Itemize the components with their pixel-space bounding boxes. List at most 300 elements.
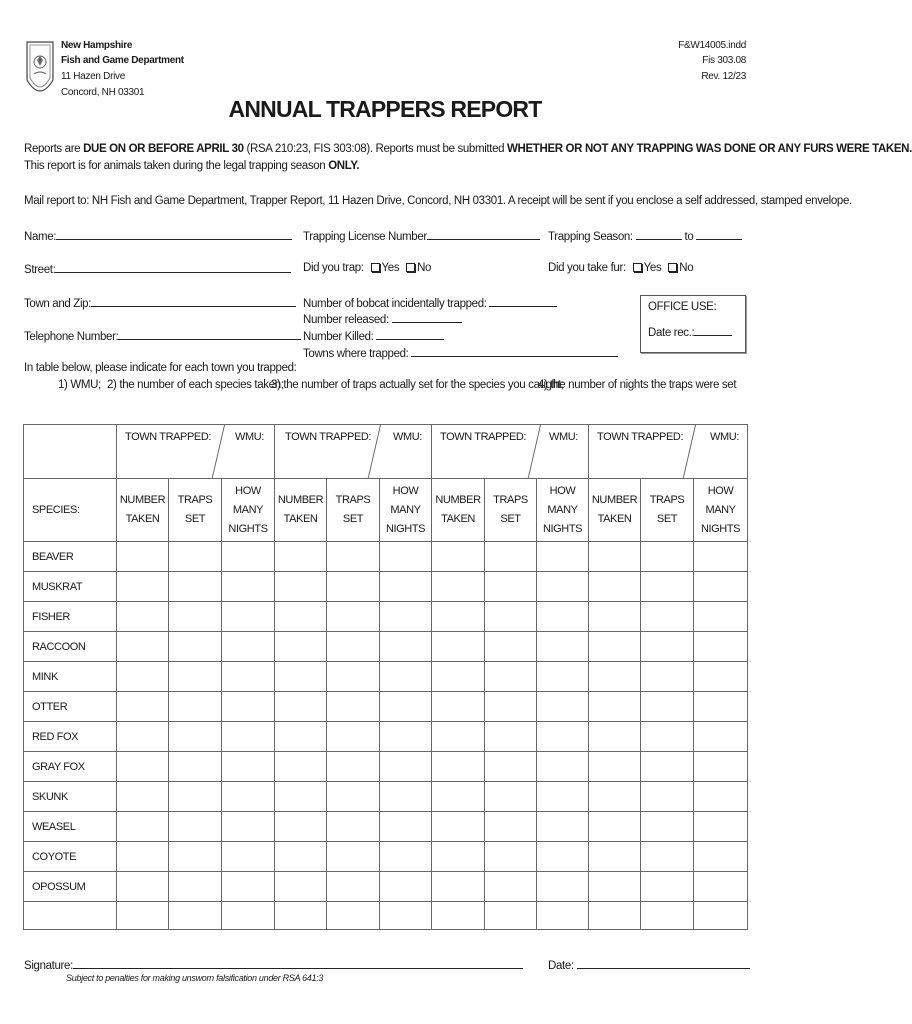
header-line: SET [342, 513, 364, 525]
entry-cell[interactable] [641, 842, 694, 872]
species-row [24, 542, 748, 572]
entry-cell[interactable] [694, 602, 748, 632]
entry-cell[interactable] [275, 782, 327, 812]
season-start-line[interactable] [636, 229, 682, 240]
entry-cell[interactable] [485, 662, 537, 692]
name-field[interactable] [24, 229, 292, 243]
entry-cell[interactable] [641, 632, 694, 662]
entry-cell[interactable] [694, 782, 748, 812]
telephone-input-line[interactable] [118, 329, 301, 340]
entry-cell[interactable] [275, 722, 327, 752]
entry-cell[interactable] [275, 812, 327, 842]
header-line: NIGHTS [228, 522, 268, 535]
species-header [24, 479, 117, 542]
entry-cell[interactable] [537, 812, 589, 842]
header-line: HOW MANY [390, 484, 421, 516]
entry-cell[interactable] [432, 752, 485, 782]
header-line: TAKEN [125, 513, 160, 525]
entry-cell[interactable] [327, 692, 380, 722]
entry-cell[interactable] [327, 662, 380, 692]
entry-cell[interactable] [694, 692, 748, 722]
entry-cell[interactable] [275, 572, 327, 602]
town-wmu-cell[interactable] [117, 425, 275, 479]
entry-cell[interactable] [641, 752, 694, 782]
entry-cell[interactable] [169, 692, 222, 722]
entry-cell[interactable] [169, 542, 222, 572]
bobcat-trapped-label: Number of bobcat incidentally trapped: [303, 298, 487, 310]
entry-cell[interactable] [485, 782, 537, 812]
entry-cell[interactable] [432, 602, 485, 632]
entry-cell[interactable] [641, 782, 694, 812]
entry-cell[interactable] [222, 662, 275, 692]
entry-cell[interactable] [589, 692, 641, 722]
entry-cell[interactable] [275, 902, 327, 930]
traps-set-header [327, 479, 380, 542]
did-take-fur-field [548, 262, 693, 274]
entry-cell[interactable] [641, 572, 694, 602]
entry-cell[interactable] [169, 632, 222, 662]
season-to-label: to [684, 231, 694, 243]
take-fur-yes-checkbox-icon[interactable] [633, 263, 642, 272]
header-line: NIGHTS [385, 522, 426, 535]
entry-cell[interactable] [589, 602, 641, 632]
season-label: Trapping Season: [548, 231, 633, 243]
entry-cell[interactable] [380, 542, 432, 572]
entry-cell[interactable] [537, 602, 589, 632]
entry-cell[interactable] [169, 812, 222, 842]
instruction-item-4: 4) the number of nights the traps were set [538, 379, 737, 391]
entry-cell[interactable] [432, 692, 485, 722]
town-trapped-label: TOWN TRAPPED: [597, 431, 684, 443]
entry-cell[interactable] [169, 722, 222, 752]
entry-cell[interactable] [327, 782, 380, 812]
entry-cell[interactable] [275, 872, 327, 902]
bobcat-released-label: Number released: [303, 314, 389, 326]
entry-cell[interactable] [432, 572, 485, 602]
did-take-fur-label: Did you take fur: [548, 262, 626, 274]
entry-cell[interactable] [117, 542, 169, 572]
species-name-cell: OPOSSUM [24, 872, 117, 902]
entry-cell[interactable] [380, 632, 432, 662]
entry-cell[interactable] [537, 632, 589, 662]
entry-cell[interactable] [275, 752, 327, 782]
header-line: TRAPS [493, 494, 528, 506]
agency-name-line2: Fish and Game Department [61, 55, 184, 66]
entry-cell[interactable] [589, 722, 641, 752]
entry-cell[interactable] [589, 782, 641, 812]
entry-cell[interactable] [117, 812, 169, 842]
species-row [24, 602, 748, 632]
entry-cell[interactable] [117, 782, 169, 812]
header-line: TRAPS [177, 494, 213, 506]
intro-paragraph-1 [24, 143, 912, 155]
entry-cell[interactable] [589, 842, 641, 872]
entry-cell[interactable] [589, 572, 641, 602]
season-field[interactable] [548, 229, 742, 243]
header-line: NUMBER [591, 494, 638, 506]
entry-cell[interactable] [275, 662, 327, 692]
bobcat-killed-field[interactable] [303, 329, 444, 343]
entry-cell[interactable] [694, 632, 748, 662]
species-name-cell: MUSKRAT [24, 572, 117, 602]
entry-cell[interactable] [117, 902, 169, 930]
species-row [24, 842, 748, 872]
entry-cell[interactable] [694, 662, 748, 692]
page-title: ANNUAL TRAPPERS REPORT [228, 96, 542, 122]
header-line: NIGHTS [700, 522, 741, 535]
number-taken-header [117, 479, 169, 542]
date-label: Date: [548, 960, 574, 972]
town-wmu-divider [683, 425, 696, 479]
bobcat-killed-label: Number Killed: [303, 331, 374, 343]
license-field[interactable] [303, 229, 540, 243]
species-name-cell: SKUNK [24, 782, 117, 812]
entry-cell[interactable] [275, 842, 327, 872]
town-zip-label: Town and Zip: [24, 298, 92, 310]
entry-cell[interactable] [537, 662, 589, 692]
traps-set-header [641, 479, 694, 542]
entry-cell[interactable] [327, 722, 380, 752]
entry-cell[interactable] [641, 722, 694, 752]
entry-cell[interactable] [537, 572, 589, 602]
form-file-id: F&W14005.indd [678, 40, 746, 51]
entry-cell[interactable] [537, 542, 589, 572]
entry-cell[interactable] [694, 872, 748, 902]
entry-cell[interactable] [117, 602, 169, 632]
header-line: NUMBER [119, 494, 166, 506]
bobcat-trapped-field[interactable] [303, 296, 557, 310]
header-line: NUMBER [277, 494, 324, 506]
entry-cell[interactable] [327, 752, 380, 782]
entry-cell[interactable] [117, 872, 169, 902]
town-wmu-divider [528, 425, 541, 479]
entry-cell[interactable] [694, 812, 748, 842]
signature-line[interactable] [73, 958, 523, 969]
traps-set-header [485, 479, 537, 542]
entry-cell[interactable] [537, 842, 589, 872]
bobcat-towns-field[interactable] [303, 346, 618, 360]
entry-cell[interactable] [485, 692, 537, 722]
species-name-cell: FISHER [24, 602, 117, 632]
entry-cell[interactable] [222, 572, 275, 602]
entry-cell[interactable] [380, 752, 432, 782]
entry-cell[interactable] [537, 752, 589, 782]
entry-cell[interactable] [589, 752, 641, 782]
entry-cell[interactable] [117, 572, 169, 602]
number-taken-header [275, 479, 327, 542]
header-line: SET [500, 513, 521, 525]
entry-cell[interactable] [380, 782, 432, 812]
trapping-table [23, 424, 748, 930]
entry-cell[interactable] [694, 752, 748, 782]
entry-cell[interactable] [432, 902, 485, 930]
entry-cell[interactable] [589, 902, 641, 930]
entry-cell[interactable] [694, 542, 748, 572]
entry-cell[interactable] [432, 632, 485, 662]
entry-cell[interactable] [694, 902, 748, 930]
header-line: HOW MANY [705, 484, 736, 516]
species-name-cell: BEAVER [24, 542, 117, 572]
season-end-line[interactable] [696, 229, 742, 240]
entry-cell[interactable] [222, 902, 275, 930]
entry-cell[interactable] [222, 842, 275, 872]
entry-cell[interactable] [117, 692, 169, 722]
entry-cell[interactable] [380, 722, 432, 752]
entry-cell[interactable] [327, 842, 380, 872]
entry-cell[interactable] [485, 872, 537, 902]
wmu-label: WMU: [549, 431, 578, 443]
entry-cell[interactable] [485, 842, 537, 872]
intro-text: This report is for animals taken during the legal trapping season [24, 160, 329, 172]
entry-cell[interactable] [380, 812, 432, 842]
instruction-item-2: 2) the number of each species taken; [107, 379, 284, 391]
town-zip-input-line[interactable] [91, 296, 296, 307]
form-revision: Rev. 12/23 [701, 71, 746, 82]
town-wmu-cell[interactable] [589, 425, 748, 479]
telephone-field[interactable] [24, 329, 301, 343]
species-row [24, 782, 748, 812]
entry-cell[interactable] [169, 752, 222, 782]
entry-cell[interactable] [169, 662, 222, 692]
entry-cell[interactable] [380, 842, 432, 872]
entry-cell[interactable] [485, 632, 537, 662]
entry-cell[interactable] [169, 572, 222, 602]
penalty-note: Subject to penalties for making unsworn falsification under RSA 641:3 [66, 973, 324, 983]
species-row [24, 902, 748, 930]
entry-cell[interactable] [117, 752, 169, 782]
season-only-text: ONLY. [328, 160, 360, 172]
entry-cell[interactable] [222, 542, 275, 572]
entry-cell[interactable] [380, 662, 432, 692]
agency-address-line2: Concord, NH 03301 [61, 87, 145, 98]
agency-address-line1: 11 Hazen Drive [61, 71, 125, 82]
town-header-row [24, 425, 748, 479]
did-trap-yes-checkbox-icon[interactable] [371, 263, 380, 272]
bobcat-killed-line[interactable] [376, 329, 444, 340]
species-name-cell: RACCOON [24, 632, 117, 662]
entry-cell[interactable] [589, 812, 641, 842]
entry-cell[interactable] [641, 872, 694, 902]
entry-cell[interactable] [641, 662, 694, 692]
entry-cell[interactable] [275, 632, 327, 662]
entry-cell[interactable] [169, 872, 222, 902]
bobcat-released-line[interactable] [392, 312, 462, 323]
entry-cell[interactable] [169, 602, 222, 632]
entry-cell[interactable] [169, 902, 222, 930]
entry-cell[interactable] [222, 872, 275, 902]
entry-cell[interactable] [275, 542, 327, 572]
column-header-row [24, 479, 748, 542]
traps-set-header [169, 479, 222, 542]
street-label: Street: [24, 264, 56, 276]
office-use-box [640, 295, 746, 353]
entry-cell[interactable] [222, 692, 275, 722]
entry-cell[interactable] [380, 602, 432, 632]
header-line: TAKEN [441, 513, 475, 525]
entry-cell[interactable] [432, 812, 485, 842]
entry-cell[interactable] [589, 872, 641, 902]
entry-cell[interactable] [589, 662, 641, 692]
entry-cell[interactable] [380, 872, 432, 902]
nights-header [694, 479, 748, 542]
entry-cell[interactable] [432, 722, 485, 752]
no-label: No [417, 262, 432, 274]
table-instructions: In table below, please indicate for each town you trapped: [24, 362, 297, 374]
species-row [24, 692, 748, 722]
entry-cell[interactable] [641, 692, 694, 722]
town-wmu-cell[interactable] [275, 425, 432, 479]
street-input-line[interactable] [55, 262, 291, 273]
entry-cell[interactable] [117, 842, 169, 872]
entry-cell[interactable] [537, 722, 589, 752]
entry-cell[interactable] [327, 602, 380, 632]
entry-cell[interactable] [380, 692, 432, 722]
entry-cell[interactable] [485, 572, 537, 602]
header-line: SET [184, 513, 206, 525]
telephone-label: Telephone Number: [24, 331, 119, 343]
entry-cell[interactable] [432, 542, 485, 572]
form-rule-id: Fis 303.08 [702, 55, 746, 66]
nights-header [537, 479, 589, 542]
entry-cell[interactable] [169, 842, 222, 872]
entry-cell[interactable] [485, 812, 537, 842]
entry-cell[interactable] [641, 542, 694, 572]
name-input-line[interactable] [56, 229, 292, 240]
town-wmu-cell[interactable] [432, 425, 589, 479]
did-trap-label: Did you trap: [303, 262, 364, 274]
signature-field[interactable] [24, 958, 523, 972]
entry-cell[interactable] [222, 602, 275, 632]
wmu-label: WMU: [393, 431, 422, 443]
entry-cell[interactable] [275, 602, 327, 632]
bobcat-trapped-line[interactable] [489, 296, 557, 307]
entry-cell[interactable] [327, 572, 380, 602]
entry-cell[interactable] [222, 752, 275, 782]
entry-cell[interactable] [694, 842, 748, 872]
did-trap-no-checkbox-icon[interactable] [406, 263, 415, 272]
entry-cell[interactable] [117, 662, 169, 692]
town-trapped-label: TOWN TRAPPED: [285, 431, 372, 443]
header-line: TAKEN [283, 513, 318, 525]
town-wmu-divider [212, 425, 225, 479]
entry-cell[interactable] [327, 632, 380, 662]
entry-cell[interactable] [117, 722, 169, 752]
species-header-label: SPECIES: [32, 503, 80, 516]
entry-cell[interactable] [694, 722, 748, 752]
entry-cell[interactable] [641, 812, 694, 842]
entry-cell[interactable] [485, 722, 537, 752]
species-rows [24, 542, 748, 930]
entry-cell[interactable] [275, 692, 327, 722]
office-use-title: OFFICE USE: [648, 301, 717, 313]
entry-cell[interactable] [327, 902, 380, 930]
entry-cell[interactable] [485, 902, 537, 930]
species-row [24, 722, 748, 752]
street-field[interactable] [24, 262, 291, 276]
header-line: TRAPS [649, 494, 685, 506]
nights-header [380, 479, 432, 542]
did-trap-field [303, 262, 431, 274]
entry-cell[interactable] [222, 812, 275, 842]
species-name-cell: OTTER [24, 692, 117, 722]
entry-cell[interactable] [222, 722, 275, 752]
header-line: TAKEN [597, 513, 632, 525]
date-received-field [648, 325, 738, 339]
species-row [24, 872, 748, 902]
entry-cell[interactable] [327, 812, 380, 842]
date-line[interactable] [577, 958, 750, 969]
yes-label: Yes [643, 262, 662, 274]
town-trapped-label: TOWN TRAPPED: [440, 431, 527, 443]
entry-cell[interactable] [537, 872, 589, 902]
header-line: TRAPS [335, 494, 371, 506]
bobcat-towns-line[interactable] [411, 346, 618, 357]
entry-cell[interactable] [641, 602, 694, 632]
entry-cell[interactable] [327, 542, 380, 572]
header-line: NUMBER [435, 494, 481, 506]
corner-cell [24, 425, 117, 479]
bobcat-towns-label: Towns where trapped: [303, 348, 409, 360]
name-label: Name: [24, 231, 57, 243]
species-row [24, 752, 748, 782]
bobcat-released-field[interactable] [303, 312, 462, 326]
due-date-text: DUE ON OR BEFORE APRIL 30 [83, 143, 244, 155]
entry-cell[interactable] [432, 662, 485, 692]
town-zip-field[interactable] [24, 296, 296, 310]
entry-cell[interactable] [432, 872, 485, 902]
number-taken-header [589, 479, 641, 542]
header-line: HOW MANY [232, 484, 264, 516]
intro-paragraph-2 [24, 160, 359, 172]
entry-cell[interactable] [169, 782, 222, 812]
entry-cell[interactable] [222, 782, 275, 812]
nh-fish-and-game-seal-icon [25, 40, 55, 104]
entry-cell[interactable] [485, 602, 537, 632]
mail-instructions: Mail report to: NH Fish and Game Department, Trapper Report, 11 Hazen Drive, Concord, NH 03301. A receipt will be sent if you enclose a self addressed, stamped envelope. [24, 195, 852, 207]
species-row [24, 662, 748, 692]
entry-cell[interactable] [694, 572, 748, 602]
header-line: NIGHTS [542, 522, 583, 535]
entry-cell[interactable] [222, 632, 275, 662]
entry-cell[interactable] [537, 902, 589, 930]
entry-cell[interactable] [485, 752, 537, 782]
date-field[interactable] [548, 958, 750, 972]
entry-cell[interactable] [537, 692, 589, 722]
entry-cell[interactable] [485, 542, 537, 572]
entry-cell[interactable] [117, 632, 169, 662]
species-name-cell: COYOTE [24, 842, 117, 872]
number-taken-header [432, 479, 485, 542]
license-label: Trapping License Number [303, 231, 427, 243]
entry-cell[interactable] [380, 572, 432, 602]
yes-label: Yes [381, 262, 400, 274]
entry-cell[interactable] [380, 902, 432, 930]
entry-cell[interactable] [432, 782, 485, 812]
entry-cell[interactable] [589, 542, 641, 572]
agency-name-line1: New Hampshire [61, 40, 133, 51]
entry-cell[interactable] [432, 842, 485, 872]
species-name-cell: WEASEL [24, 812, 117, 842]
license-input-line[interactable] [427, 229, 540, 240]
entry-cell[interactable] [537, 782, 589, 812]
entry-cell[interactable] [589, 632, 641, 662]
header-line: HOW MANY [547, 484, 578, 516]
entry-cell[interactable] [641, 902, 694, 930]
take-fur-no-checkbox-icon[interactable] [668, 263, 677, 272]
header-line: SET [656, 513, 678, 525]
species-name-cell: RED FOX [24, 722, 117, 752]
entry-cell[interactable] [327, 872, 380, 902]
